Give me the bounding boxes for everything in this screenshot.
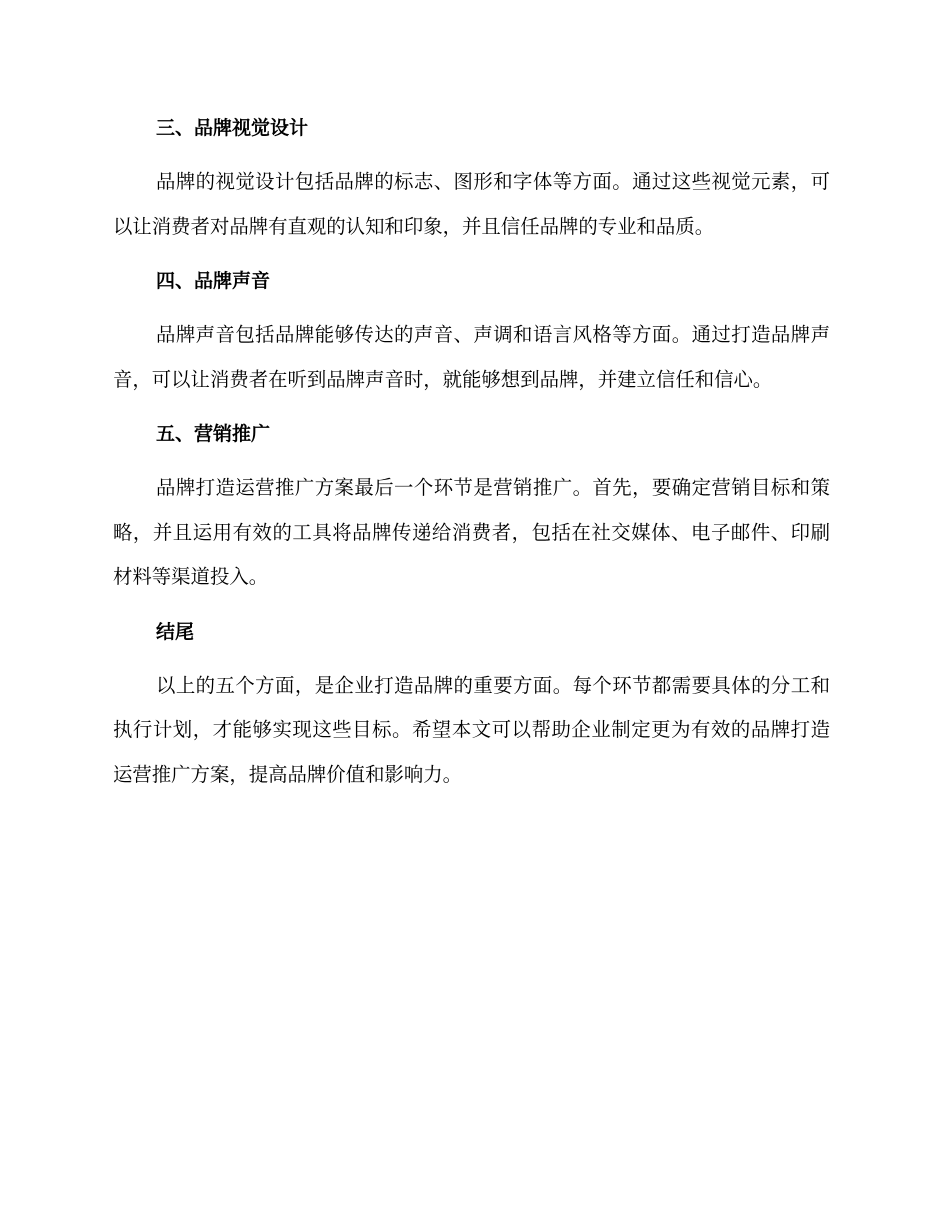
document-page — [113, 110, 830, 811]
section-paragraph-brand-voice: 品牌声音包括品牌能够传达的声音、声调和语言风格等方面。通过打造品牌声音，可以让消费者在听到品牌声音时，就能够想到品牌，并建立信任和信心。 — [113, 323, 830, 391]
section-paragraph-visual-design: 品牌的视觉设计包括品牌的标志、图形和字体等方面。通过这些视觉元素，可以让消费者对品牌有直观的认知和印象，并且信任品牌的专业和品质。 — [113, 170, 830, 238]
section-paragraph-conclusion: 以上的五个方面，是企业打造品牌的重要方面。每个环节都需要具体的分工和执行计划，才能够实现这些目标。希望本文可以帮助企业制定更为有效的品牌打造运营推广方案，提高品牌价值和影响力。 — [113, 673, 830, 786]
section-paragraph-marketing: 品牌打造运营推广方案最后一个环节是营销推广。首先，要确定营销目标和策略，并且运用有效的工具将品牌传递给消费者，包括在社交媒体、电子邮件、印刷材料等渠道投入。 — [113, 476, 830, 588]
section-heading-visual-design: 三、品牌视觉设计 — [156, 117, 309, 139]
section-heading-conclusion: 结尾 — [156, 620, 195, 643]
section-heading-brand-voice: 四、品牌声音 — [156, 270, 271, 292]
section-heading-marketing: 五、营销推广 — [156, 423, 271, 445]
